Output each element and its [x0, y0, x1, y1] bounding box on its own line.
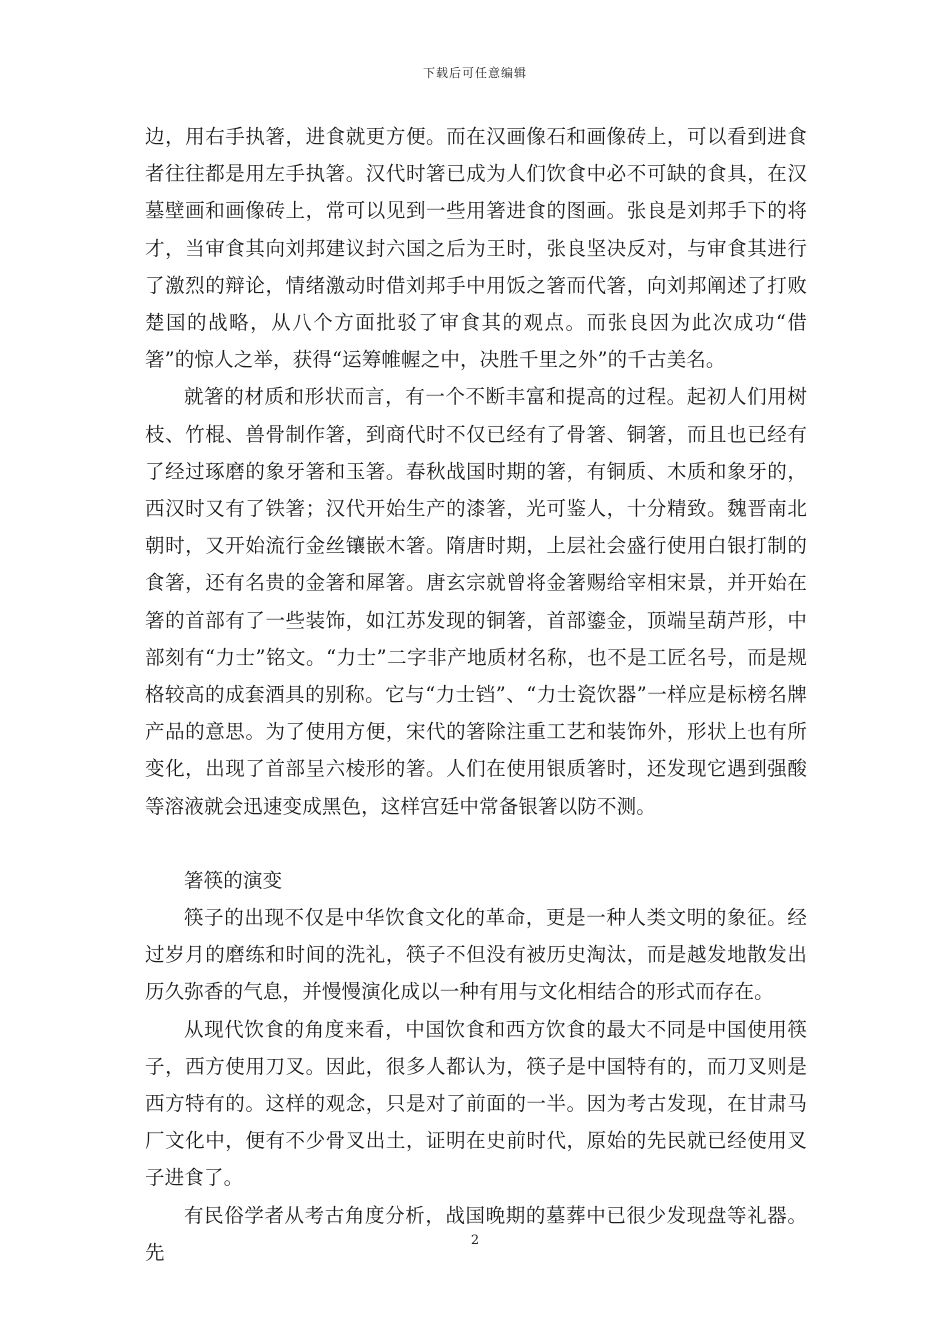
page-header: 下载后可任意编辑	[422, 66, 527, 80]
document-body	[145, 118, 807, 1271]
paragraph-material-shape: 就箸的材质和形状而言，有一个不断丰富和提高的过程。起初人们用树枝、竹棍、兽骨制作箸，到商代时不仅已经有了骨箸、铜箸，而且也已经有了经过琢磨的象牙箸和玉箸。春秋战国时期的箸，有铜质、木质和象牙的，西汉时又有了铁箸；汉代开始生产的漆箸，光可鉴人，十分精致。魏晋南北朝时，又开始流行金丝镶嵌木箸。隋唐时期，上层社会盛行使用白银打制的食箸，还有名贵的金箸和犀箸。唐玄宗就曾将金箸赐给宰相宋景，并开始在箸的首部有了一些装饰，如江苏发现的铜箸，首部鎏金，顶端呈葫芦形，中部刻有“力士”铭文。“力士”二字非产地质材名称，也不是工匠名号，而是规格较高的成套酒具的别称。它与“力士铛”、“力士瓷饮器”一样应是标榜名牌产品的意思。为了使用方便，宋代的箸除注重工艺和装饰外，形状上也有所变化，出现了首部呈六棱形的箸。人们在使用银质箸时，还发现它遇到强酸等溶液就会迅速变成黑色，这样宫廷中常备银箸以防不测。	[145, 385, 807, 818]
paragraph-spacer	[145, 825, 807, 862]
paragraph-folklore: 有民俗学者从考古角度分析，战国晚期的墓葬中已很少发现盘等礼器。先	[145, 1203, 807, 1264]
page-number: 2	[470, 1233, 480, 1248]
paragraph-modern-diet: 从现代饮食的角度来看，中国饮食和西方饮食的最大不同是中国使用筷子，西方使用刀叉。因此，很多人都认为，筷子是中国特有的，而刀叉则是西方特有的。这样的观念，只是对了前面的一半。因为考古发现，在甘肃马厂文化中，便有不少骨叉出土，证明在史前时代，原始的先民就已经使用叉子进食了。	[145, 1017, 807, 1190]
paragraph-chopsticks-intro: 筷子的出现不仅是中华饮食文化的革命，更是一种人类文明的象征。经过岁月的磨练和时间的洗礼，筷子不但没有被历史淘汰，而是越发地散发出历久弥香的气息，并慢慢演化成以一种有用与文化相结合的形式而存在。	[145, 906, 807, 1004]
section-heading: 箸筷的演变	[184, 868, 283, 892]
paragraph-continued: 边，用右手执箸，进食就更方便。而在汉画像石和画像砖上，可以看到进食者往往都是用左手执箸。汉代时箸已成为人们饮食中必不可缺的食具，在汉墓壁画和画像砖上，常可以见到一些用箸进食的图画。张良是刘邦手下的将才，当审食其向刘邦建议封六国之后为王时，张良坚决反对，与审食其进行了激烈的辩论，情绪激动时借刘邦手中用饭之箸而代箸，向刘邦阐述了打败楚国的战略，从八个方面批驳了审食其的观点。而张良因为此次成功“借箸”的惊人之举，获得“运筹帷幄之中，决胜千里之外”的千古美名。	[145, 125, 807, 372]
